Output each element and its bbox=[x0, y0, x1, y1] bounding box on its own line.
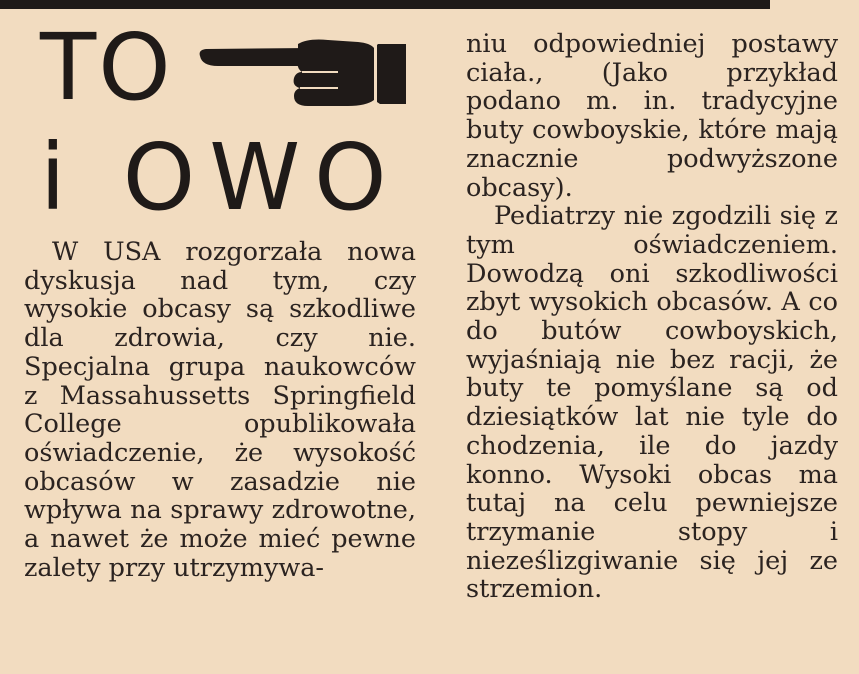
article-paragraph: W USA rozgorzała nowa dyskusja nad tym, czy wysokie obcasy są szkodliwe dla zdrowia, czy nie. Specjalna grupa naukowców z Massahussetts Springfield College opublikowała oświadczenie, że wysokość obcasów w zasadzie nie wpływa na sprawy zdrowotne, a nawet że może mieć pewne zalety przy utrzymywa- bbox=[24, 237, 416, 583]
article-paragraph-continuation: niu odpowiedniej postawy ciała., (Jako przykład podano m. in. tradycyjne buty cowboyskie, które mają znacznie podwyższone obcasy). bbox=[466, 29, 838, 203]
pointing-hand-icon bbox=[198, 38, 408, 108]
headline-to: TO bbox=[40, 14, 173, 121]
top-rule bbox=[0, 0, 770, 9]
headline bbox=[40, 14, 420, 231]
headline-owo: i OWO bbox=[40, 124, 401, 231]
article-left-column bbox=[24, 238, 416, 582]
article-right-column bbox=[466, 30, 838, 604]
article-paragraph: Pediatrzy nie zgodzili się z tym oświadczeniem. Dowodzą oni szkodliwości zbyt wysokich obcasów. A co do butów cowboyskich, wyjaśniają nie bez racji, że buty te pomyślane są od dziesiątków lat nie tyle do chodzenia, ile do jazdy konno. Wysoki obcas ma tutaj na celu pewniejsze trzymanie stopy i nieześlizgiwanie się jej ze strzemion. bbox=[466, 201, 838, 605]
